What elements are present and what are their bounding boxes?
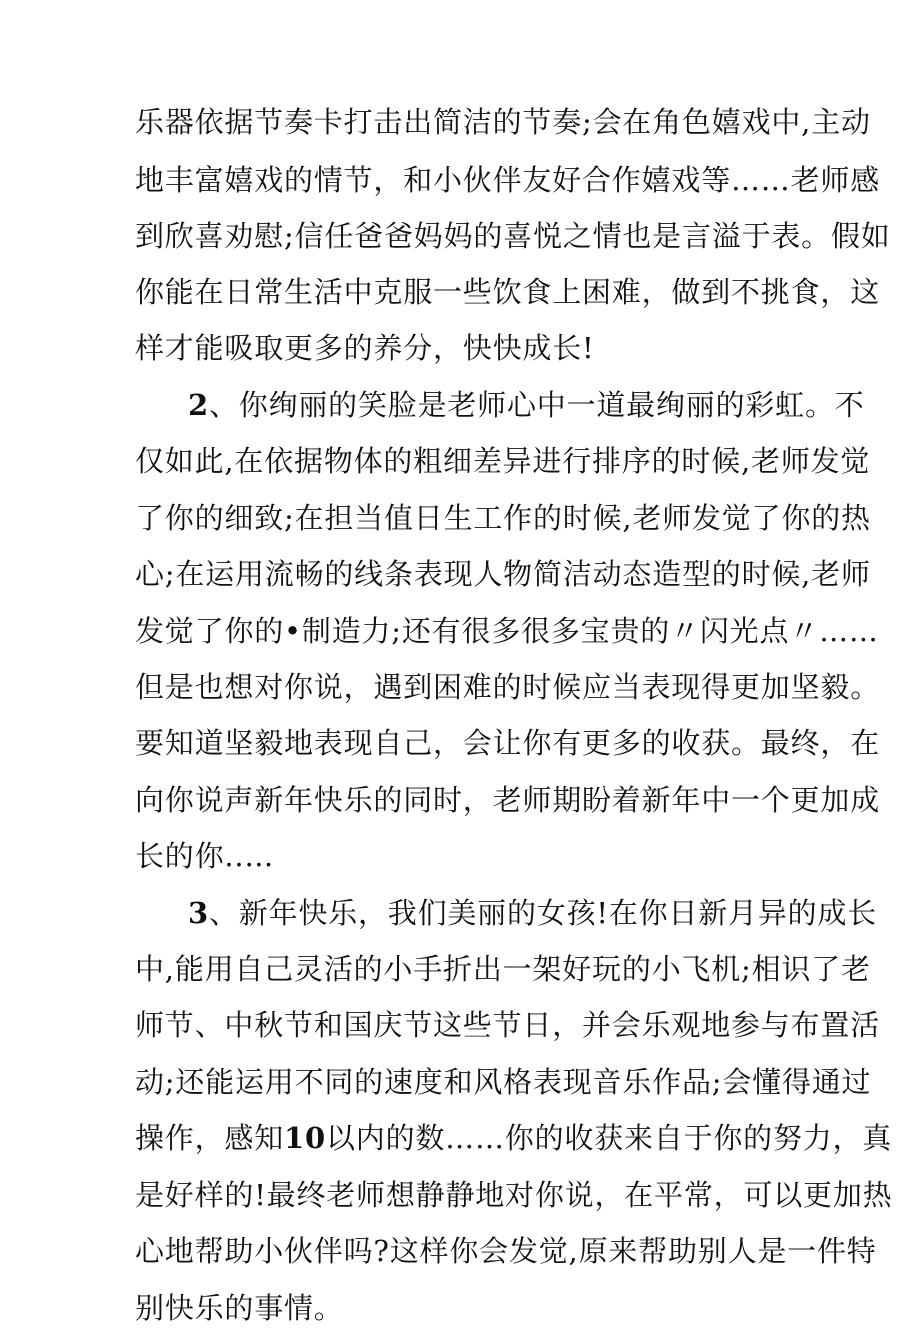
paragraph-1-line-2: 地丰富嬉戏的情节，和小伙伴友好合作嬉戏等……老师感 xyxy=(135,163,881,197)
paragraph-1-line-5: 样才能吸取更多的养分，快快成长! xyxy=(135,331,595,365)
paragraph-2-line-7: 要知道坚毅地表现自己，会让你有更多的收获。最终，在 xyxy=(135,726,881,760)
paragraph-3-inline-number: 10 xyxy=(284,1121,326,1155)
paragraph-3-line-4: 动;还能运用不同的速度和风格表现音乐作品;会懂得通过 xyxy=(135,1065,872,1099)
paragraph-3-line-5-after: 以内的数……你的收获来自于你的努力，真 xyxy=(325,1121,893,1155)
paragraph-3-line-5 xyxy=(135,1118,892,1158)
paragraph-2-first-line-text: 、你绚丽的笑脸是老师心中一道最绚丽的彩虹。不 xyxy=(208,388,865,422)
paragraph-1-line-4: 你能在日常生活中克服一些饮食上困难，做到不挑食，这 xyxy=(135,275,881,309)
paragraph-1-line-1: 乐器依据节奏卡打击出简洁的节奏;会在角色嬉戏中,主动 xyxy=(135,105,871,139)
paragraph-3-number: 3 xyxy=(188,896,209,930)
paragraph-2-line-4: 心;在运用流畅的线条表现人物简洁动态造型的时候,老师 xyxy=(135,557,871,591)
paragraph-3-line-5-before: 操作，感知 xyxy=(135,1121,285,1155)
paragraph-2-line-6: 但是也想对你说，遇到困难的时候应当表现得更加坚毅。 xyxy=(135,670,881,704)
paragraph-3-line-6: 是好样的!最终老师想静静地对你说，在平常，可以更加热 xyxy=(135,1178,893,1212)
paragraph-2-line-3: 了你的细致;在担当值日生工作的时候,老师发觉了你的热 xyxy=(135,501,871,535)
paragraph-3-first-line-text: 、新年快乐，我们美丽的女孩!在你日新月异的成长 xyxy=(208,896,878,930)
paragraph-2-line-1 xyxy=(188,385,865,425)
paragraph-3-line-7: 心地帮助小伙伴吗?这样你会发觉,原来帮助别人是一件特 xyxy=(135,1234,877,1268)
paragraph-2-line-9: 长的你..… xyxy=(135,839,275,873)
paragraph-3-line-8: 别快乐的事情。 xyxy=(135,1291,344,1325)
paragraph-3-line-3: 师节、中秋节和国庆节这些节日，并会乐观地参与布置活 xyxy=(135,1008,881,1042)
paragraph-2-line-5: 发觉了你的•制造力;还有很多很多宝贵的〃闪光点〃…… xyxy=(135,614,879,648)
paragraph-2-line-8: 向你说声新年快乐的同时，老师期盼着新年中一个更加成 xyxy=(135,783,881,817)
paragraph-2-number: 2 xyxy=(188,388,209,422)
paragraph-3-line-2: 中,能用自己灵活的小手折出一架好玩的小飞机;相识了老 xyxy=(135,952,871,986)
paragraph-3-line-1 xyxy=(188,893,877,933)
paragraph-2-line-2: 仅如此,在依据物体的粗细差异进行排序的时候,老师发觉 xyxy=(135,444,871,478)
paragraph-1-line-3: 到欣喜劝慰;信任爸爸妈妈的喜悦之情也是言溢于表。假如 xyxy=(135,219,891,253)
